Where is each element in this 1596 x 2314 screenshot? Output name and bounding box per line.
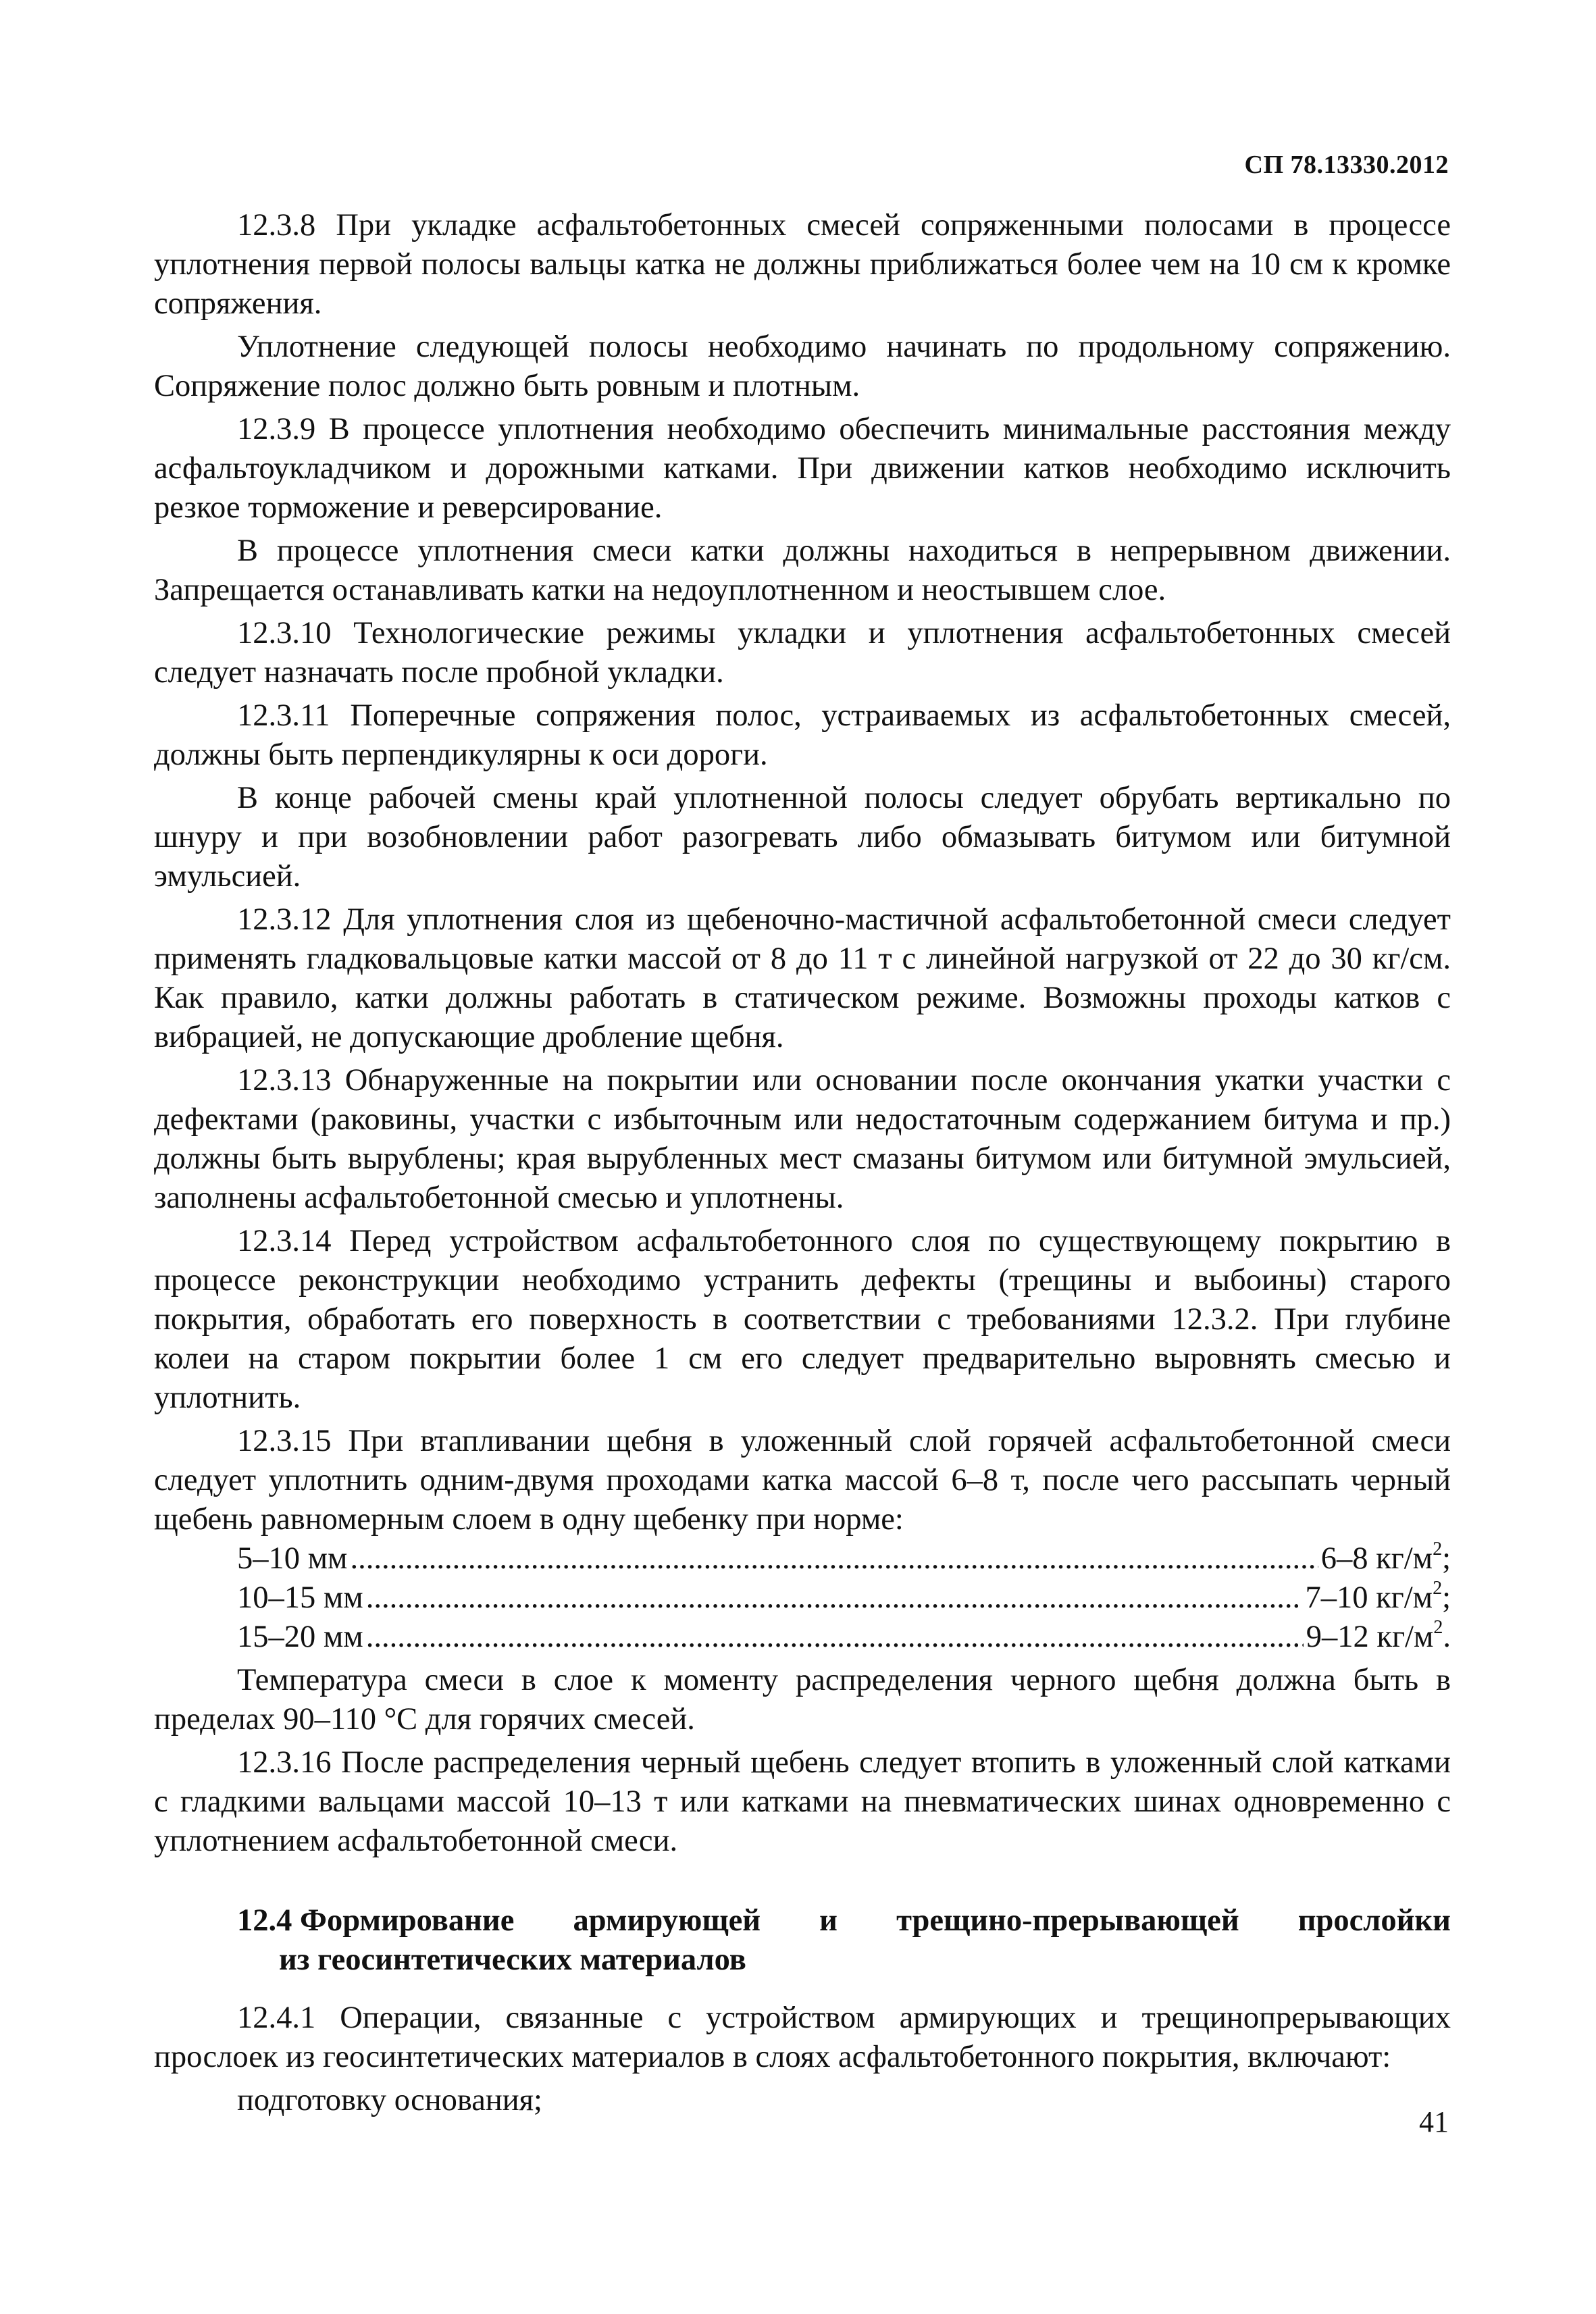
norm-fraction: 15–20 мм (237, 1620, 363, 1654)
dot-leader (366, 1618, 1304, 1657)
paragraph-12-3-9: 12.3.9 В процессе уплотнения необходимо обеспечить минимальные расстояния между асфальтоукладчиком и дорожными катками. При движении катков необходимо исключить резкое торможение и реверсирование. (154, 412, 1451, 525)
norm-value: 6–8 $кг/м^2$; (1320, 1539, 1451, 1576)
norm-value: 7–10 $кг/м^2$; (1305, 1578, 1451, 1615)
paragraph-12-3-13: 12.3.13 Обнаруженные на покрытии или основании после окончания укатки участки с дефектами (раковины, участки с избыточным или недостаточным содержанием битума и пр.) должны быть вырублены; края вырубленных мест смазаны битумом или битумной эмульсией, заполнены асфальтобетонной смесью и уплотнены. (154, 1063, 1451, 1215)
document-body (154, 206, 1451, 2124)
section-heading-line2: из геосинтетических материалов (279, 1943, 746, 1977)
paragraph-temperature: Температура смеси в слое к моменту распределения черного щебня должна быть в пределах 90–110 °С для горячих смесей. (154, 1663, 1451, 1737)
paragraph-compaction-next-strip: Уплотнение следующей полосы необходимо начинать по продольному сопряжению. Сопряжение полос должно быть ровным и плотным. (154, 330, 1451, 403)
norm-row (237, 1618, 1451, 1657)
paragraph-12-4-1: 12.4.1 Операции, связанные с устройством армирующих и трещинопрерывающих прослоек из геосинтетических материалов в слоях асфальтобетонного покрытия, включают: (154, 2001, 1451, 2074)
norm-row (237, 1578, 1451, 1618)
paragraph-12-3-8: 12.3.8 При укладке асфальтобетонных смесей сопряженными полосами в процессе уплотнения первой полосы вальцы катка не должны приближаться более чем на 10 см к кромке сопряжения. (154, 208, 1451, 321)
dot-leader (366, 1578, 1303, 1618)
paragraph-12-3-14: 12.3.14 Перед устройством асфальтобетонного слоя по существующему покрытию в процессе реконструкции необходимо устранить дефекты (трещины и выбоины) старого покрытия, обработать его поверхность в соответствии с требованиями 12.3.2. При глубине колеи на старом покрытии более 1 см его следует предварительно выровнять смесью и уплотнить. (154, 1224, 1451, 1415)
section-heading (237, 1901, 1451, 1980)
paragraph-12-3-15: 12.3.15 При втапливании щебня в уложенный слой горячей асфальтобетонной смеси следует уплотнить одним-двумя проходами катка массой 6–8 т, после чего рассыпать черный щебень равномерным слоем в одну щебенку при норме: (154, 1424, 1451, 1537)
page-number: 41 (1419, 2105, 1449, 2138)
section-heading-line1: 12.4 Формирование армирующей и трещино-прерывающей прослойки (237, 1903, 1451, 1938)
norm-fraction: 10–15 мм (237, 1580, 363, 1615)
paragraph-12-3-16: 12.3.16 После распределения черный щебень следует втопить в уложенный слой катками с гладкими вальцами массой 10–13 т или катками на пневматических шинах одновременно с уплотнением асфальтобетонной смеси. (154, 1745, 1451, 1858)
paragraph-end-of-shift: В конце рабочей смены край уплотненной полосы следует обрубать вертикально по шнуру и при возобновлении работ разогревать либо обмазывать битумом или битумной эмульсией. (154, 781, 1451, 894)
norm-value: 9–12 $кг/м^2$. (1306, 1617, 1451, 1654)
paragraph-list-item: подготовку основания; (237, 2083, 542, 2117)
section-number: 12.4 (237, 1903, 292, 1938)
paragraph-12-3-11: 12.3.11 Поперечные сопряжения полос, устраиваемых из асфальтобетонных смесей, должны быть перпендикулярны к оси дороги. (154, 698, 1451, 772)
dot-leader (350, 1539, 1318, 1578)
norm-fraction: 5–10 мм (237, 1541, 348, 1576)
paragraph-continuous-motion: В процессе уплотнения смеси катки должны находиться в непрерывном движении. Запрещается останавливать катки на недоуплотненном и неостывшем слое. (154, 534, 1451, 607)
paragraph-12-3-10: 12.3.10 Технологические режимы укладки и уплотнения асфальтобетонных смесей следует назначать после пробной укладки. (154, 616, 1451, 690)
norm-row (237, 1539, 1451, 1578)
document-code: СП 78.13330.2012 (1244, 151, 1449, 179)
paragraph-12-3-12: 12.3.12 Для уплотнения слоя из щебеночно-мастичной асфальтобетонной смеси следует применять гладковальцовые катки массой от 8 до 11 т с линейной нагрузкой от 22 до 30 кг/см. Как правило, катки должны работать в статическом режиме. Возможны проходы катков с вибрацией, не допускающие дробление щебня. (154, 902, 1451, 1054)
